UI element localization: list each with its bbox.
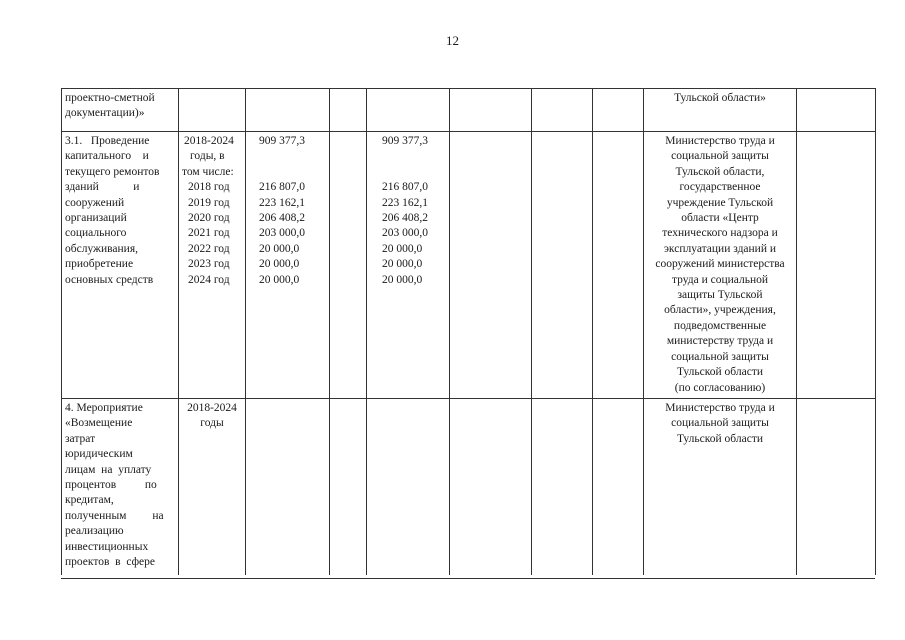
- responsible-line: области «Центр: [681, 212, 759, 225]
- period-line: 2020 год: [188, 212, 230, 225]
- period-line: 2018 год: [188, 181, 230, 194]
- municipal-cell: [450, 132, 532, 399]
- responsible-line: министерству труда и: [666, 335, 774, 348]
- responsible-cell: [644, 132, 797, 399]
- measure-name-line: сооружений: [65, 196, 125, 209]
- responsible-line: учреждение Тульской: [666, 196, 774, 209]
- responsible-line: области», учреждения,: [664, 304, 776, 317]
- total-cell: [246, 89, 330, 132]
- measure-name-line: проектно-сметной: [65, 92, 155, 104]
- responsible-line: (по согласованию): [674, 381, 766, 394]
- amount-line: [249, 165, 326, 180]
- responsible-line: сооружений министерства: [655, 258, 785, 271]
- responsible-line: социальной защиты: [671, 417, 769, 430]
- amount-line: 216 807,0: [382, 181, 428, 194]
- table-row: [62, 132, 876, 399]
- amount-line: 206 408,2: [259, 212, 305, 225]
- measure-name-line: зданий и: [65, 181, 140, 194]
- amount-line: [370, 149, 446, 164]
- measure-name-line: обслуживания,: [65, 242, 138, 255]
- measure-name-line: юридическим: [65, 448, 133, 461]
- federal-cell: [330, 89, 367, 132]
- measure-name-line: 4. Мероприятие: [65, 402, 143, 414]
- amount-line: 20 000,0: [259, 242, 300, 255]
- responsible-line: защиты Тульской: [677, 289, 763, 302]
- measure-name-line: реализацию: [65, 525, 124, 538]
- measure-name-line: затрат: [65, 432, 96, 445]
- other-cell: [593, 132, 644, 399]
- period-line: том числе:: [182, 165, 234, 178]
- measure-name-line: основных средств: [65, 273, 154, 286]
- responsible-line: Тульской области: [676, 432, 763, 445]
- responsible-line: эксплуатации зданий и: [663, 242, 777, 255]
- amount-line: 909 377,3: [259, 135, 305, 147]
- amount-line: 223 162,1: [259, 196, 305, 209]
- period-line: 2018-2024: [187, 402, 237, 414]
- regional-cell: [367, 89, 450, 132]
- table-row: [62, 399, 876, 576]
- measure-name-line: «Возмещение: [65, 417, 133, 430]
- federal-cell: [330, 132, 367, 399]
- amount-line: 223 162,1: [382, 196, 428, 209]
- extrabudget-cell: [532, 89, 593, 132]
- regional-cell: [367, 399, 450, 576]
- amount-line: 20 000,0: [259, 273, 300, 286]
- responsible-cell: [644, 399, 797, 576]
- amount-line: 20 000,0: [382, 242, 423, 255]
- measure-name-line: капитального и: [65, 150, 149, 163]
- measure-name-line: документации)»: [65, 107, 145, 120]
- period-line: 2023 год: [188, 258, 230, 271]
- amount-line: 909 377,3: [382, 135, 428, 147]
- amount-line: 20 000,0: [382, 273, 423, 286]
- measure-name-line: социального: [65, 227, 127, 240]
- extrabudget-cell: [532, 132, 593, 399]
- responsible-line: Тульской области: [676, 366, 763, 379]
- responsible-line: Тульской области»: [674, 92, 766, 104]
- regional-cell: [367, 132, 450, 399]
- period-line: 2019 год: [188, 196, 230, 209]
- measure-name-cell: [62, 89, 179, 132]
- period-line: годы: [200, 417, 224, 430]
- period-cell: [179, 132, 246, 399]
- period-line: 2018-2024: [184, 135, 234, 147]
- period-cell: [179, 89, 246, 132]
- period-line: годы, в: [190, 150, 225, 163]
- result-cell: [797, 399, 876, 576]
- responsible-line: Тульской области,: [675, 165, 765, 178]
- measure-name-line: организаций: [65, 212, 127, 225]
- total-cell: [246, 399, 330, 576]
- responsible-line: Министерство труда и: [665, 402, 775, 414]
- amount-line: 203 000,0: [259, 227, 305, 240]
- amount-line: 20 000,0: [259, 258, 300, 271]
- federal-cell: [330, 399, 367, 576]
- responsible-line: технического надзора и: [662, 227, 778, 240]
- responsible-line: Министерство труда и: [665, 135, 775, 147]
- responsible-line: труда и социальной: [671, 273, 769, 286]
- responsible-line: социальной защиты: [671, 150, 769, 163]
- page-number: 12: [446, 33, 459, 48]
- table-row: [62, 89, 876, 132]
- amount-line: [370, 165, 446, 180]
- measure-name-cell: [62, 399, 179, 576]
- amount-line: 20 000,0: [382, 258, 423, 271]
- period-cell: [179, 399, 246, 576]
- responsible-line: подведомственные: [673, 319, 767, 332]
- result-cell: [797, 89, 876, 132]
- municipal-cell: [450, 399, 532, 576]
- period-line: 2024 год: [188, 273, 230, 286]
- measure-name-line: проектов в сфере: [65, 556, 155, 569]
- responsible-cell: [644, 89, 797, 132]
- measure-name-cell: [62, 132, 179, 399]
- amount-line: [249, 149, 326, 164]
- measure-name-line: текущего ремонтов: [65, 165, 160, 178]
- responsible-line: государственное: [679, 181, 761, 194]
- period-line: 2021 год: [188, 227, 230, 240]
- other-cell: [593, 89, 644, 132]
- measure-name-line: лицам на уплату: [65, 463, 152, 476]
- measure-name-line: кредитам,: [65, 494, 114, 507]
- measure-name-line: процентов по: [65, 479, 157, 492]
- measure-name-line: 3.1. Проведение: [65, 135, 150, 147]
- other-cell: [593, 399, 644, 576]
- measure-name-line: инвестиционных: [65, 540, 149, 553]
- table-bottom-border: [61, 578, 875, 579]
- measure-name-line: полученным на: [65, 509, 164, 522]
- measure-name-line: приобретение: [65, 258, 134, 271]
- responsible-line: социальной защиты: [671, 350, 769, 363]
- municipal-cell: [450, 89, 532, 132]
- amount-line: 216 807,0: [259, 181, 305, 194]
- result-cell: [797, 132, 876, 399]
- amount-line: 203 000,0: [382, 227, 428, 240]
- period-line: 2022 год: [188, 242, 230, 255]
- program-table: [61, 88, 876, 575]
- total-cell: [246, 132, 330, 399]
- extrabudget-cell: [532, 399, 593, 576]
- amount-line: 206 408,2: [382, 212, 428, 225]
